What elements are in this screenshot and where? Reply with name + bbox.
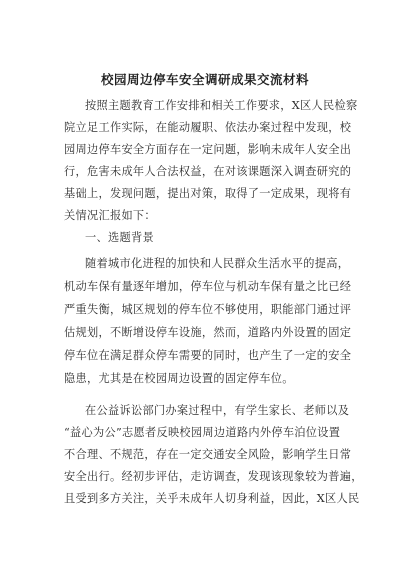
paragraph-line: 机动车保有量逐年增加，停车位与机动车保有量之比已经 bbox=[64, 280, 352, 293]
paragraph-line: 严重失衡，城区规划的停车位不够使用，职能部门通过评 bbox=[64, 303, 352, 316]
section-heading: 一、选题背景 bbox=[85, 231, 154, 244]
paragraph-line: 关情况汇报如下： bbox=[64, 209, 156, 222]
paragraph-line: 基础上，发现问题，提出对策，取得了一定成果，现将有 bbox=[64, 187, 352, 200]
paragraph-line: 安全出行。经初步评估，走访调查，发现该现象较为普遍， bbox=[64, 470, 363, 483]
paragraph-line: 不合理、不规范，存在一定交通安全风险，影响学生日常 bbox=[64, 448, 352, 461]
paragraph-line: 且受到多方关注，关乎未成年人切身利益，因此，X区人民 bbox=[64, 492, 360, 505]
paragraph-line: 停车位在满足群众停车需要的同时，也产生了一定的安全 bbox=[64, 349, 352, 362]
paragraph-line: 估规划，不断增设停车设施，然而，道路内外设置的固定 bbox=[64, 326, 352, 339]
paragraph-line: 按照主题教育工作安排和相关工作要求，X区人民检察 bbox=[85, 99, 358, 112]
paragraph-line: “益心为公”志愿者反映校园周边道路内外停车泊位设置 bbox=[64, 426, 341, 439]
paragraph-line: 园周边停车安全方面存在一定问题，影响未成年人安全出 bbox=[64, 143, 352, 156]
paragraph-line: 在公益诉讼部门办案过程中，有学生家长、老师以及 bbox=[85, 404, 350, 417]
paragraph-line: 行，危害未成年人合法权益，在对该课题深入调查研究的 bbox=[64, 165, 352, 178]
paragraph-line: 院立足工作实际，在能动履职、依法办案过程中发现，校 bbox=[64, 121, 352, 134]
document-title: 校园周边停车安全调研成果交流材料 bbox=[100, 72, 309, 87]
paragraph-line: 隐患，尤其是在校园周边设置的固定停车位。 bbox=[64, 372, 294, 385]
paragraph-line: 随着城市化进程的加快和人民群众生活水平的提高， bbox=[85, 257, 350, 270]
